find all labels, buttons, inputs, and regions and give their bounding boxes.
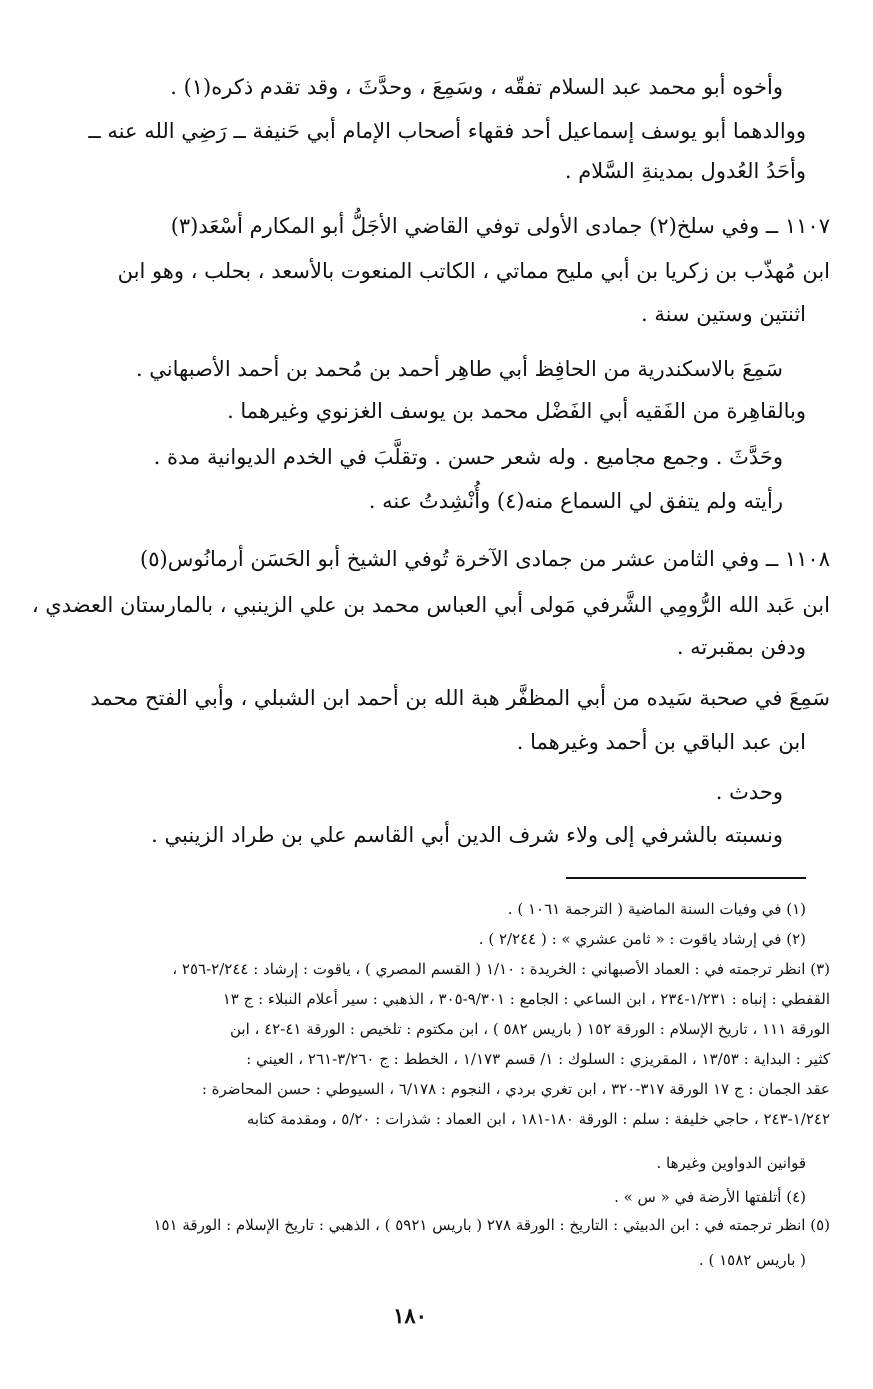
text-line: رأيته ولم يتفق لي السماع منه(٤) وأُنْشِدتُ عنه . xyxy=(368,489,783,513)
text-line: ١١٠٧ ــ وفي سلخ(٢) جمادى الأولى توفي القاضي الأجَلُّ أبو المكارم أسْعَد(٣) xyxy=(170,214,830,238)
page-number: ١٨٠ xyxy=(393,1303,427,1328)
footnote-line: (١) في وفيات السنة الماضية ( الترجمة ١٠٦١ ) . xyxy=(507,900,806,918)
footnote-line: الورقة ١١١ ، تاريخ الإسلام : الورقة ١٥٢ ( باريس ٥٨٢ ) ، ابن مكتوم : تلخيص : الورقة ٤١-٤٢ ، ابن xyxy=(229,1020,830,1038)
footnote-line: (٣) انظر ترجمته في : العماد الأصبهاني : الخريدة : ١/١٠ ( القسم المصري ) ، ياقوت : إرشاد : ٢/٢٤٤-٢٥٦ ، xyxy=(172,960,830,978)
text-line: وبالقاهِرة من الفَقيه أبي الفَضْل محمد بن يوسف الغزنوي وغيرهما . xyxy=(227,399,806,423)
text-line: وأحَدُ العُدول بمدينةِ السَّلام . xyxy=(564,159,806,183)
footnote-line: قوانين الدواوين وغيرها . xyxy=(656,1154,806,1172)
text-line: ابن عَبد الله الرُّومِي الشَّرفي مَولى أبي العباس محمد بن علي الزينبي ، بالمارستان العضدي ، xyxy=(31,593,830,617)
footnote-divider xyxy=(566,877,806,879)
footnote-line: ( باريس ١٥٨٢ ) . xyxy=(698,1251,806,1269)
text-line: ابن مُهذّب بن زكريا بن أبي مليح مماتي ، الكاتب المنعوت بالأسعد ، بحلب ، وهو ابن xyxy=(117,259,830,283)
text-line: سَمِعَ بالاسكندرية من الحافِظ أبي طاهِر أحمد بن مُحمد بن أحمد الأصبهاني . xyxy=(135,357,783,381)
text-line: ووالدهما أبو يوسف إسماعيل أحد فقهاء أصحاب الإمام أبي حَنيفة ــ رَضِي الله عنه ــ xyxy=(88,119,806,143)
text-line: اثنتين وستين سنة . xyxy=(641,302,806,326)
text-line: وحدث . xyxy=(715,780,783,804)
footnote-line: (٥) انظر ترجمته في : ابن الدبيثي : التاريخ : الورقة ٢٧٨ ( باريس ٥٩٢١ ) ، الذهبي : تاريخ الإسلام : الورقة ١٥١ xyxy=(153,1216,830,1234)
text-line: وحَدَّثَ . وجمع مجاميع . وله شعر حسن . وتقلَّبَ في الخدم الديوانية مدة . xyxy=(153,445,783,469)
footnote-line: ١/٢٤٢-٢٤٣ ، حاجي خليفة : سلم : الورقة ١٨٠-١٨١ ، ابن العماد : شذرات : ٥/٢٠ ، ومقدمة كتابه xyxy=(246,1110,830,1128)
text-line: ودفن بمقبرته . xyxy=(676,635,806,659)
footnote-line: عقد الجمان : ج ١٧ الورقة ٣١٧-٣٢٠ ، ابن تغري بردي ، النجوم : ٦/١٧٨ ، السيوطي : حسن المحاضرة : xyxy=(201,1080,830,1098)
footnote-line: كثير : البداية : ١٣/٥٣ ، المقريزي : السلوك : ١/ قسم ١/١٧٣ ، الخطط : ج ٣/٢٦٠-٢٦١ ، العيني : xyxy=(246,1050,830,1068)
footnote-line: (٢) في إرشاد ياقوت : « ثامن عشري » : ( ٢/٢٤٤ ) . xyxy=(478,930,806,948)
text-line: ونسبته بالشرفي إلى ولاء شرف الدين أبي القاسم علي بن طراد الزينبي . xyxy=(151,823,783,847)
text-line: ١١٠٨ ــ وفي الثامن عشر من جمادى الآخرة تُوفي الشيخ أبو الحَسَن أرمانُوس(٥) xyxy=(140,547,830,571)
footnote-line: (٤) أتلفتها الأرضة في « س » . xyxy=(614,1188,806,1206)
footnote-line: القفطي : إنباه : ١/٢٣١-٢٣٤ ، ابن الساعي : الجامع : ٩/٣٠١-٣٠٥ ، الذهبي : سير أعلام النبلاء : ج ١٣ xyxy=(222,990,830,1008)
text-line: ابن عبد الباقي بن أحمد وغيرهما . xyxy=(516,730,806,754)
text-line: سَمِعَ في صحبة سَيده من أبي المظفَّر هبة الله بن أحمد ابن الشبلي ، وأبي الفتح محمد xyxy=(90,686,830,710)
text-line: وأخوه أبو محمد عبد السلام تفقّه ، وسَمِعَ ، وحدَّثَ ، وقد تقدم ذكره(١) . xyxy=(170,75,783,99)
